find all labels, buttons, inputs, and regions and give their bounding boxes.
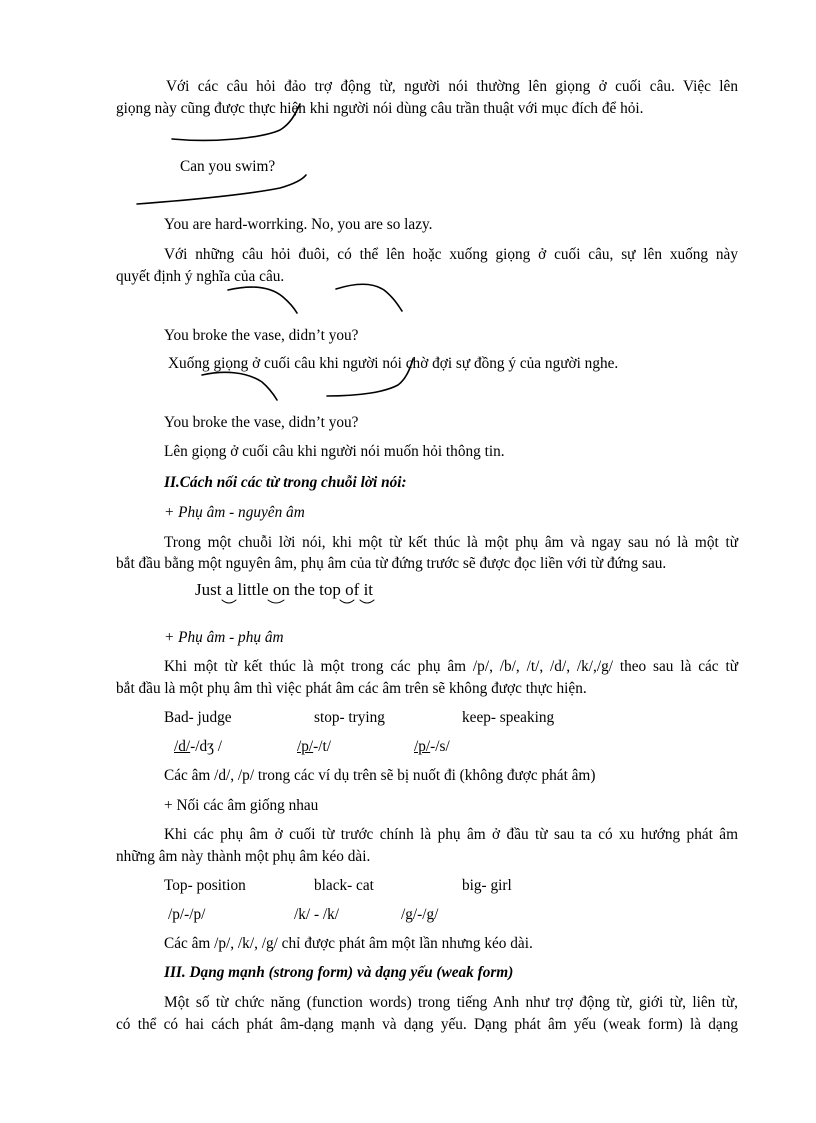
paragraph-6-line-1: Một số từ chức năng (function words) trong tiếng Anh như trợ động từ, giới từ, liên từ,: [164, 994, 738, 1011]
paragraph-2-line-1: Với những câu hỏi đuôi, có thể lên hoặc xuống giọng ở cuối câu, sự lên xuống này: [164, 246, 738, 263]
subheading-same-sounds: + Nối các âm giống nhau: [164, 797, 319, 814]
note-lengthened-sounds: Các âm /p/, /k/, /g/ chỉ được phát âm một lần nhưng kéo dài.: [164, 935, 533, 952]
dropped-sound: /d/: [174, 738, 191, 755]
dropped-sound: /p/: [297, 738, 314, 755]
following-sound: -/s/: [430, 738, 450, 755]
table1-ipa: [297, 737, 331, 757]
table2-ipa: /g/-/g/: [401, 906, 439, 923]
table1-word: keep- speaking: [462, 709, 555, 726]
link-mark: [360, 600, 374, 603]
paragraph-4-line-1: Khi một từ kết thúc là một trong các phụ âm /p/, /b/, /t/, /d/, /k/,/g/ theo sau là các từ: [164, 658, 738, 675]
linking-example: Just a little on the top of it: [195, 580, 374, 599]
dropped-sound: /p/: [414, 738, 431, 755]
table2-ipa: /k/ - /k/: [294, 906, 340, 923]
example-hard-working: You are hard-worrking. No, you are so lazy.: [164, 216, 433, 233]
link-mark: [268, 600, 284, 603]
note-falling-intonation: Xuống giọng ở cuối câu khi người nói chờ đợi sự đồng ý của người nghe.: [168, 355, 619, 372]
table2-ipa: /p/-/p/: [168, 906, 206, 923]
table2-word: black- cat: [314, 877, 374, 894]
note-dropped-sounds: Các âm /d/, /p/ trong các ví dụ trên sẽ bị nuốt đi (không được phát âm): [164, 767, 596, 784]
link-mark: [340, 600, 354, 603]
subheading-consonant-vowel: + Phụ âm - nguyên âm: [164, 504, 305, 521]
paragraph-1-line-2: giọng này cũng được thực hiện khi người nói dùng câu trần thuật với mục đích để hỏi.: [116, 100, 644, 117]
following-sound: -/t/: [313, 738, 332, 755]
paragraph-3-line-1: Trong một chuỗi lời nói, khi một từ kết thúc là một phụ âm và ngay sau nó là một từ: [164, 534, 738, 551]
paragraph-6-line-2: có thể có hai cách phát âm-dạng mạnh và dạng yếu. Dạng phát âm yếu (weak form) là dạng: [116, 1016, 738, 1033]
paragraph-4-line-2: bắt đầu là một phụ âm thì việc phát âm các âm trên sẽ không được thực hiện.: [116, 680, 587, 697]
note-rising-intonation: Lên giọng ở cuối câu khi người nói muốn hỏi thông tin.: [164, 443, 505, 460]
paragraph-3-line-2: bắt đầu bằng một nguyên âm, phụ âm của từ đứng trước sẽ được đọc liền với từ đứng sau.: [116, 555, 667, 572]
table1-word: stop- trying: [314, 709, 385, 726]
table1-word: Bad- judge: [164, 709, 232, 726]
table2-word: Top- position: [164, 877, 246, 894]
link-mark: [222, 600, 236, 603]
paragraph-5-line-1: Khi các phụ âm ở cuối từ trước chính là phụ âm ở đầu từ sau ta có xu hướng phát âm: [164, 826, 738, 843]
example-vase-rising: You broke the vase, didn’t you?: [164, 414, 359, 431]
table1-ipa: [414, 737, 450, 757]
table1-ipa: [174, 737, 222, 757]
example-vase-falling: You broke the vase, didn’t you?: [164, 327, 359, 344]
paragraph-2-line-2: quyết định ý nghĩa của câu.: [116, 268, 285, 285]
following-sound: -/dʒ /: [190, 738, 223, 755]
subheading-consonant-consonant: + Phụ âm - phụ âm: [164, 629, 284, 646]
paragraph-5-line-2: những âm này thành một phụ âm kéo dài.: [116, 848, 371, 865]
example-can-you-swim: Can you swim?: [180, 158, 276, 175]
paragraph-1-line-1: Với các câu hỏi đảo trợ động từ, người nói thường lên giọng ở cuối câu. Việc lên: [166, 78, 738, 95]
section-2-heading: II.Cách nối các từ trong chuỗi lời nói:: [164, 474, 407, 491]
section-3-heading: III. Dạng mạnh (strong form) và dạng yếu (weak form): [164, 964, 514, 981]
table2-word: big- girl: [462, 877, 512, 894]
